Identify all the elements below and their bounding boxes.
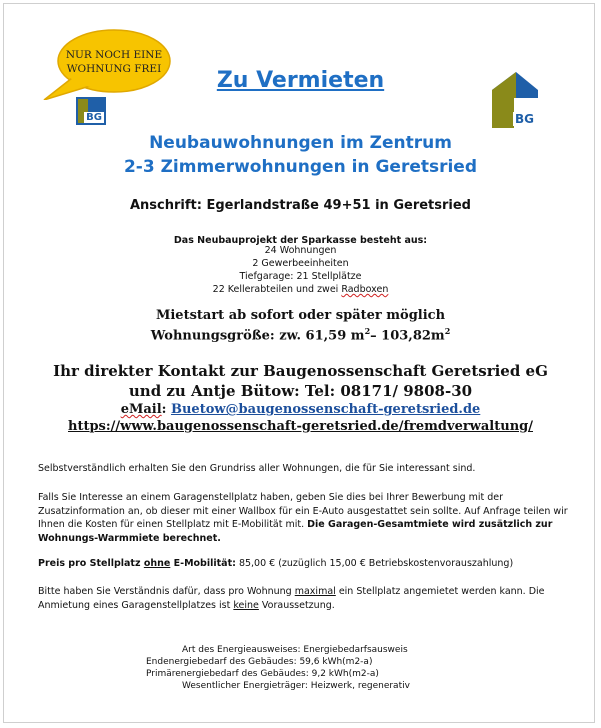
size-prefix: Wohnungsgröße: zw. 61,59 m bbox=[150, 328, 365, 344]
rental-start: Mietstart ab sofort oder später möglich bbox=[155, 308, 446, 323]
project-item: Tiefgarage: 21 Stellplätze bbox=[239, 271, 362, 282]
contact-line-2: und zu Antje Bütow: Tel: 08171/ 9808-30 bbox=[128, 382, 473, 400]
storage-word: Radboxen bbox=[341, 284, 389, 295]
price-label-ohne: ohne bbox=[143, 558, 171, 569]
contact-line-1: Ihr direkter Kontakt zur Baugenossenschaft Geretsried eG bbox=[53, 362, 548, 380]
email-label: eMail bbox=[120, 402, 162, 417]
parking-text-a: Bitte haben Sie Verständnis dafür, dass pro Wohnung bbox=[38, 586, 295, 597]
callout-line-1: NUR NOCH EINE bbox=[65, 49, 163, 61]
address: Anschrift: Egerlandstraße 49+51 in Geretsried bbox=[129, 198, 471, 213]
website-link[interactable]: https://www.baugenossenschaft-geretsried.de/fremdverwaltung/ bbox=[68, 419, 533, 434]
size-sup: 2 bbox=[364, 326, 371, 336]
garage-text: Falls Sie Interesse an einem Garagenstellplatz haben, geben Sie dies bei Ihrer Bewerbung mit der Zusatzinformation an, ob dieser mit einer Wallbox für ein E-Auto ausgestattet sein sollte. Auf Anfrage teilen wir Ihnen die Kosten für einen Stellplatz mit E-Mobilität mit. bbox=[38, 492, 568, 530]
price-value: 85,00 € (zuzüglich 15,00 € Betriebskostenvorauszahlung) bbox=[235, 558, 514, 569]
paragraph-floorplan: Selbstverständlich erhalten Sie den Grundriss aller Wohnungen, die für Sie interessant sind. bbox=[38, 463, 476, 474]
page-title: Zu Vermieten bbox=[216, 68, 385, 93]
subtitle-line-1: Neubauwohnungen im Zentrum bbox=[149, 133, 452, 153]
apartment-size bbox=[0, 326, 601, 343]
paragraph-price bbox=[38, 557, 568, 571]
price-label-end: E-Mobilität: bbox=[170, 558, 236, 569]
parking-maximal: maximal bbox=[294, 586, 336, 597]
email-link[interactable]: Buetow@baugenossenschaft-geretsried.de bbox=[170, 402, 481, 417]
energy-primary-demand: Primärenergiebedarf des Gebäudes: 9,2 kWh(m2-a) bbox=[146, 669, 379, 679]
price-label: Preis pro Stellplatz bbox=[38, 558, 144, 569]
contact-email-line bbox=[0, 402, 601, 417]
project-heading: Das Neubauprojekt der Sparkasse besteht aus: bbox=[173, 235, 428, 246]
callout-line-2: WOHNUNG FREI bbox=[66, 63, 162, 75]
size-mid: – 103,82m bbox=[370, 328, 445, 344]
parking-keine: keine bbox=[233, 599, 259, 611]
parking-text-b: ein Stellplatz angemietet werden kann. Die Anmietung eines Garagenstellplatzes ist bbox=[38, 586, 545, 611]
contact-url-line bbox=[0, 419, 601, 434]
energy-certificate-type: Art des Energieausweises: Energiebedarfsausweis bbox=[182, 645, 408, 655]
energy-source: Wesentlicher Energieträger: Heizwerk, regenerativ bbox=[182, 681, 410, 691]
project-item: 24 Wohnungen bbox=[264, 245, 337, 256]
bg-logo-small bbox=[76, 97, 106, 125]
storage-text: 22 Kellerabteilen und zwei bbox=[212, 284, 342, 295]
size-sup: 2 bbox=[444, 326, 451, 336]
subtitle-line-2: 2-3 Zimmerwohnungen in Geretsried bbox=[123, 157, 478, 177]
paragraph-garage bbox=[38, 491, 568, 545]
paragraph-parking-rule bbox=[38, 585, 568, 612]
project-item: 2 Gewerbeeinheiten bbox=[252, 258, 349, 269]
project-item-storage bbox=[0, 284, 601, 295]
energy-final-demand: Endenergiebedarf des Gebäudes: 59,6 kWh(m2-a) bbox=[146, 657, 373, 667]
bg-logo-small-label: BG bbox=[86, 112, 102, 123]
bg-logo-label: BG bbox=[515, 112, 534, 126]
email-colon: : bbox=[161, 402, 171, 417]
parking-text-c: Voraussetzung. bbox=[258, 599, 335, 611]
garage-rent-note: Die Garagen-Gesamtmiete wird zusätzlich zur Wohnungs-Warmmiete berechnet. bbox=[38, 519, 553, 544]
